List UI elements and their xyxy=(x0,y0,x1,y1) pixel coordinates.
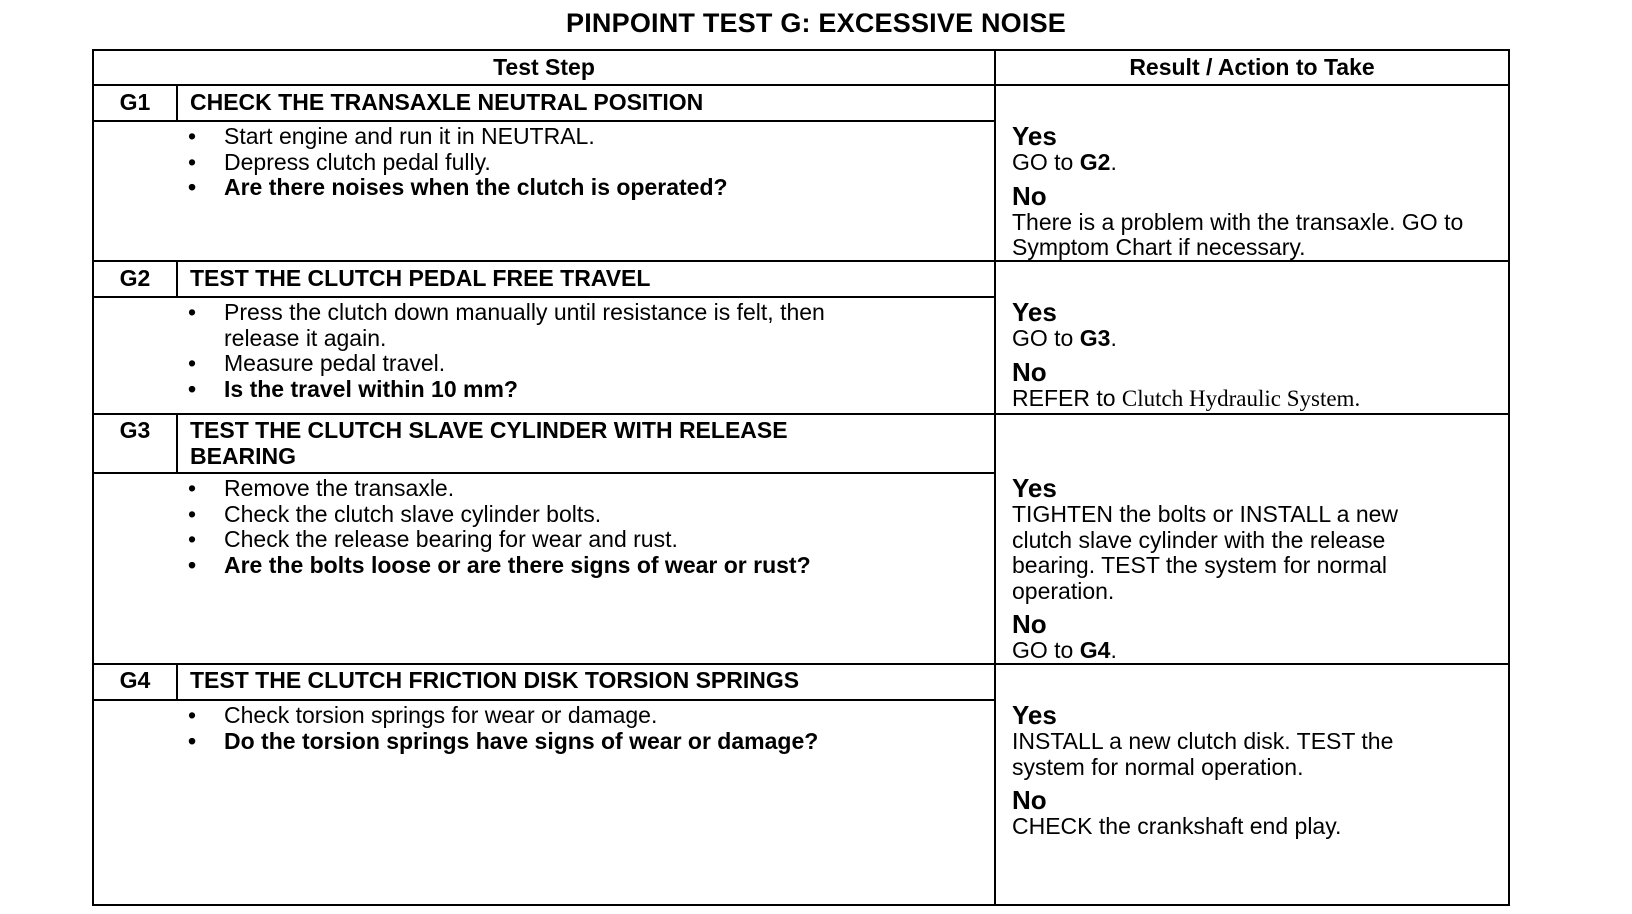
step-instructions xyxy=(186,124,728,201)
instruction: • Check the release bearing for wear and rust. xyxy=(186,527,811,553)
instruction: • Remove the transaxle. xyxy=(186,476,811,502)
step-instructions xyxy=(186,476,811,578)
yes-label: Yes xyxy=(1012,700,1057,730)
id-divider-g2 xyxy=(176,260,178,296)
instruction: • Depress clutch pedal fully. xyxy=(186,150,728,176)
no-action: There is a problem with the transaxle. GO to Symptom Chart if necessary. xyxy=(1012,208,1464,260)
step-question: • Are there noises when the clutch is operated? xyxy=(186,175,728,201)
row-divider-g4-title xyxy=(94,699,994,701)
yes-action: GO to G3. xyxy=(1012,325,1117,351)
no-label: No xyxy=(1012,356,1047,387)
no-action: REFER to Clutch Hydraulic System. xyxy=(1012,384,1361,411)
step-title: CHECK THE TRANSAXLE NEUTRAL POSITION xyxy=(190,89,704,115)
step-instructions xyxy=(186,703,818,754)
header-test-step: Test Step xyxy=(493,54,595,80)
step-id: G4 xyxy=(119,667,151,693)
row-divider-g3-title xyxy=(94,472,994,474)
step-question: • Do the torsion springs have signs of wear or damage? xyxy=(186,729,818,755)
row-divider-g1 xyxy=(94,120,994,122)
yes-action: TIGHTEN the bolts or INSTALL a new clutch slave cylinder with the release bearing. TEST the system for normal operation. xyxy=(1012,501,1399,604)
no-action: CHECK the crankshaft end play. xyxy=(1012,813,1342,839)
id-divider-g3 xyxy=(176,413,178,472)
instruction: • Press the clutch down manually until resistance is felt, then release it again. xyxy=(186,300,884,351)
yes-label: Yes xyxy=(1012,121,1057,151)
pinpoint-test-table xyxy=(92,49,1510,906)
step-result xyxy=(1012,474,1452,670)
step-instructions xyxy=(186,300,946,402)
yes-action: INSTALL a new clutch disk. TEST the system for normal operation. xyxy=(1012,728,1394,780)
step-id: G3 xyxy=(119,417,151,443)
header-result: Result / Action to Take xyxy=(1129,54,1375,80)
id-divider-g4 xyxy=(176,663,178,699)
step-title: TEST THE CLUTCH SLAVE CYLINDER WITH RELEASE BEARING xyxy=(190,417,788,469)
page-title: PINPOINT TEST G: EXCESSIVE NOISE xyxy=(566,8,1066,38)
instruction: • Start engine and run it in NEUTRAL. xyxy=(186,124,728,150)
step-title: TEST THE CLUTCH FRICTION DISK TORSION SPRINGS xyxy=(190,667,800,693)
step-result xyxy=(1012,122,1502,267)
step-title: TEST THE CLUTCH PEDAL FREE TRAVEL xyxy=(190,265,651,291)
instruction: • Measure pedal travel. xyxy=(186,351,946,377)
yes-label: Yes xyxy=(1012,297,1057,327)
header-divider xyxy=(94,84,1508,86)
row-divider-g2-title xyxy=(94,296,994,298)
step-id: G1 xyxy=(119,89,151,115)
yes-action: GO to G2. xyxy=(1012,149,1117,175)
no-label: No xyxy=(1012,609,1047,639)
no-action: GO to G4. xyxy=(1012,637,1117,663)
step-question: • Is the travel within 10 mm? xyxy=(186,377,946,403)
no-label: No xyxy=(1012,785,1047,815)
step-question: • Are the bolts loose or are there signs of wear or rust? xyxy=(186,553,811,579)
no-label: No xyxy=(1012,180,1047,211)
step-result xyxy=(1012,298,1502,417)
reference-link[interactable]: Clutch Hydraulic System xyxy=(1121,385,1355,411)
instruction: • Check torsion springs for wear or damage. xyxy=(186,703,818,729)
step-id: G2 xyxy=(119,265,151,291)
yes-label: Yes xyxy=(1012,473,1057,503)
column-divider xyxy=(994,51,996,904)
id-divider-g1 xyxy=(176,84,178,120)
step-result xyxy=(1012,701,1462,846)
instruction: • Check the clutch slave cylinder bolts. xyxy=(186,502,811,528)
